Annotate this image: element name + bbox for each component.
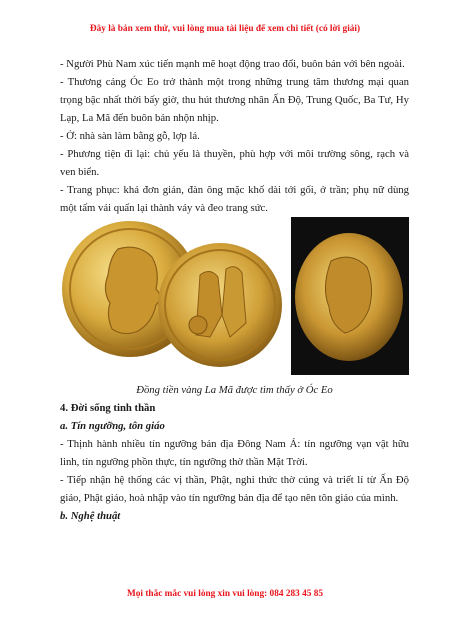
subheading-art: b. Nghệ thuật: [60, 510, 121, 522]
paragraph-housing: - Ở: nhà sàn làm bằng gỗ, lợp lá.: [60, 130, 200, 142]
paragraph-beliefs: - Thịnh hành nhiều tín ngưỡng bản địa Đông Nam Á: tín ngưỡng vạn vật hữu linh, tín ngưỡng phồn thực, tín ngưỡng thờ thần Mặt Trời.: [60, 438, 409, 468]
section-heading: 4. Đời sống tinh thần: [60, 402, 156, 414]
paragraph-trade: - Người Phù Nam xúc tiến mạnh mẽ hoạt động trao đổi, buôn bán với bên ngoài.: [60, 58, 405, 70]
paragraph-religion-adoption: - Tiếp nhận hệ thống các vị thần, Phật, nghi thức thờ cúng và triết lí từ Ấn Độ giáo, Phật giáo, hoà nhập vào tín ngưỡng bản địa để tạo nên tôn giáo của mình.: [60, 474, 409, 504]
paragraph-port: - Thương cảng Óc Eo trở thành một trong những trung tâm thương mại quan trọng bậc nhất thời bấy giờ, thu hút thương nhân Ấn Độ, Trung Quốc, Ba Tư, Hy Lạp, La Mã đến buôn bán nhộn nhịp.: [60, 76, 409, 124]
contact-notice: Mọi thắc mắc vui lòng xin vui lòng: 084 283 45 85: [126, 589, 324, 599]
subheading-religion: a. Tín ngưỡng, tôn giáo: [60, 420, 165, 432]
page-content: [60, 55, 409, 525]
figure-caption: Đồng tiền vàng La Mã được tìm thấy ở Óc Eo: [136, 384, 333, 396]
coin-figure: [60, 219, 409, 379]
paragraph-transport: - Phương tiện đi lại: chủ yếu là thuyền, phù hợp với môi trường sông, rạch và ven biển.: [60, 148, 409, 178]
preview-notice: Đây là bản xem thử, vui lòng mua tài liệu để xem chi tiết (có lời giải): [89, 24, 361, 34]
roman-coins-image: [60, 219, 285, 374]
gold-coin-closeup-image: [291, 217, 409, 375]
paragraph-clothing: - Trang phục: khá đơn giản, đàn ông mặc khố dài tới gối, ở trần; phụ nữ dùng một tấm vải quấn lại thành váy và đeo trang sức.: [60, 184, 409, 214]
